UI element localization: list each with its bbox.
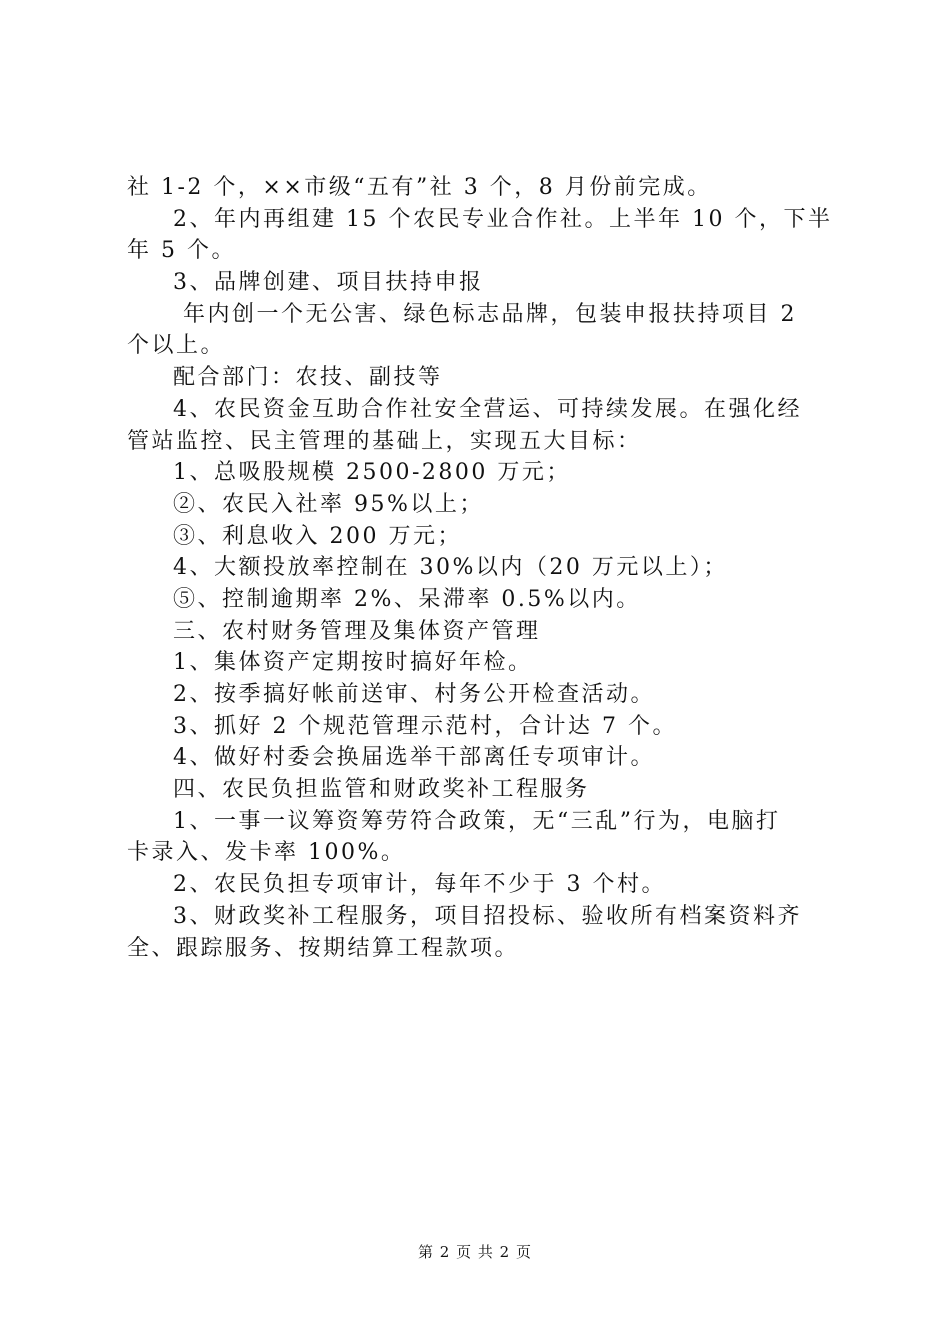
paragraph-line: 管站监控、民主管理的基础上，实现五大目标： bbox=[127, 428, 642, 454]
paragraph-line: 1、一事一议筹资筹劳符合政策，无“三乱”行为，电脑打 bbox=[173, 808, 781, 834]
paragraph-line: 配合部门：农技、副技等 bbox=[173, 365, 443, 391]
paragraph-line: 全、跟踪服务、按期结算工程款项。 bbox=[127, 935, 520, 961]
paragraph-line: 社 1-2 个，××市级“五有”社 3 个，8 月份前完成。 bbox=[127, 175, 712, 200]
section-heading: 四、农民负担监管和财政奖补工程服务 bbox=[173, 777, 590, 803]
paragraph-line: 4、农民资金互助合作社安全营运、可持续发展。在强化经 bbox=[173, 396, 802, 422]
paragraph-line: 3、抓好 2 个规范管理示范村，合计达 7 个。 bbox=[173, 713, 677, 739]
paragraph-line: 年 5 个。 bbox=[127, 238, 236, 264]
paragraph-line: 3、财政奖补工程服务，项目招投标、验收所有档案资料齐 bbox=[173, 903, 802, 929]
paragraph-line: 3、品牌创建、项目扶持申报 bbox=[173, 270, 484, 296]
paragraph-line: 2、农民负担专项审计，每年不少于 3 个村。 bbox=[173, 872, 666, 898]
document-body bbox=[127, 172, 837, 964]
paragraph-line: 4、做好村委会换届选举干部离任专项审计。 bbox=[173, 745, 655, 771]
paragraph-line: 个以上。 bbox=[127, 333, 226, 359]
paragraph-line: 1、集体资产定期按时搞好年检。 bbox=[173, 650, 533, 676]
page-number-footer: 第 2 页 共 2 页 bbox=[418, 1243, 532, 1261]
paragraph-line: 1、总吸股规模 2500-2800 万元； bbox=[173, 460, 571, 486]
section-heading: 三、农村财务管理及集体资产管理 bbox=[173, 618, 541, 644]
paragraph-line: 卡录入、发卡率 100%。 bbox=[127, 840, 406, 866]
paragraph-line: 4、大额投放率控制在 30%以内（20 万元以上）； bbox=[173, 555, 728, 581]
paragraph-line: 年内创一个无公害、绿色标志品牌，包装申报扶持项目 2 bbox=[183, 301, 797, 327]
paragraph-line: 2、年内再组建 15 个农民专业合作社。上半年 10 个，下半 bbox=[173, 206, 833, 232]
paragraph-line: 2、按季搞好帐前送审、村务公开检查活动。 bbox=[173, 682, 655, 707]
paragraph-line: ③、利息收入 200 万元； bbox=[173, 523, 462, 549]
paragraph-line: ⑤、控制逾期率 2%、呆滞率 0.5%以内。 bbox=[173, 586, 641, 612]
paragraph-line: ②、农民入社率 95%以上； bbox=[173, 491, 484, 517]
